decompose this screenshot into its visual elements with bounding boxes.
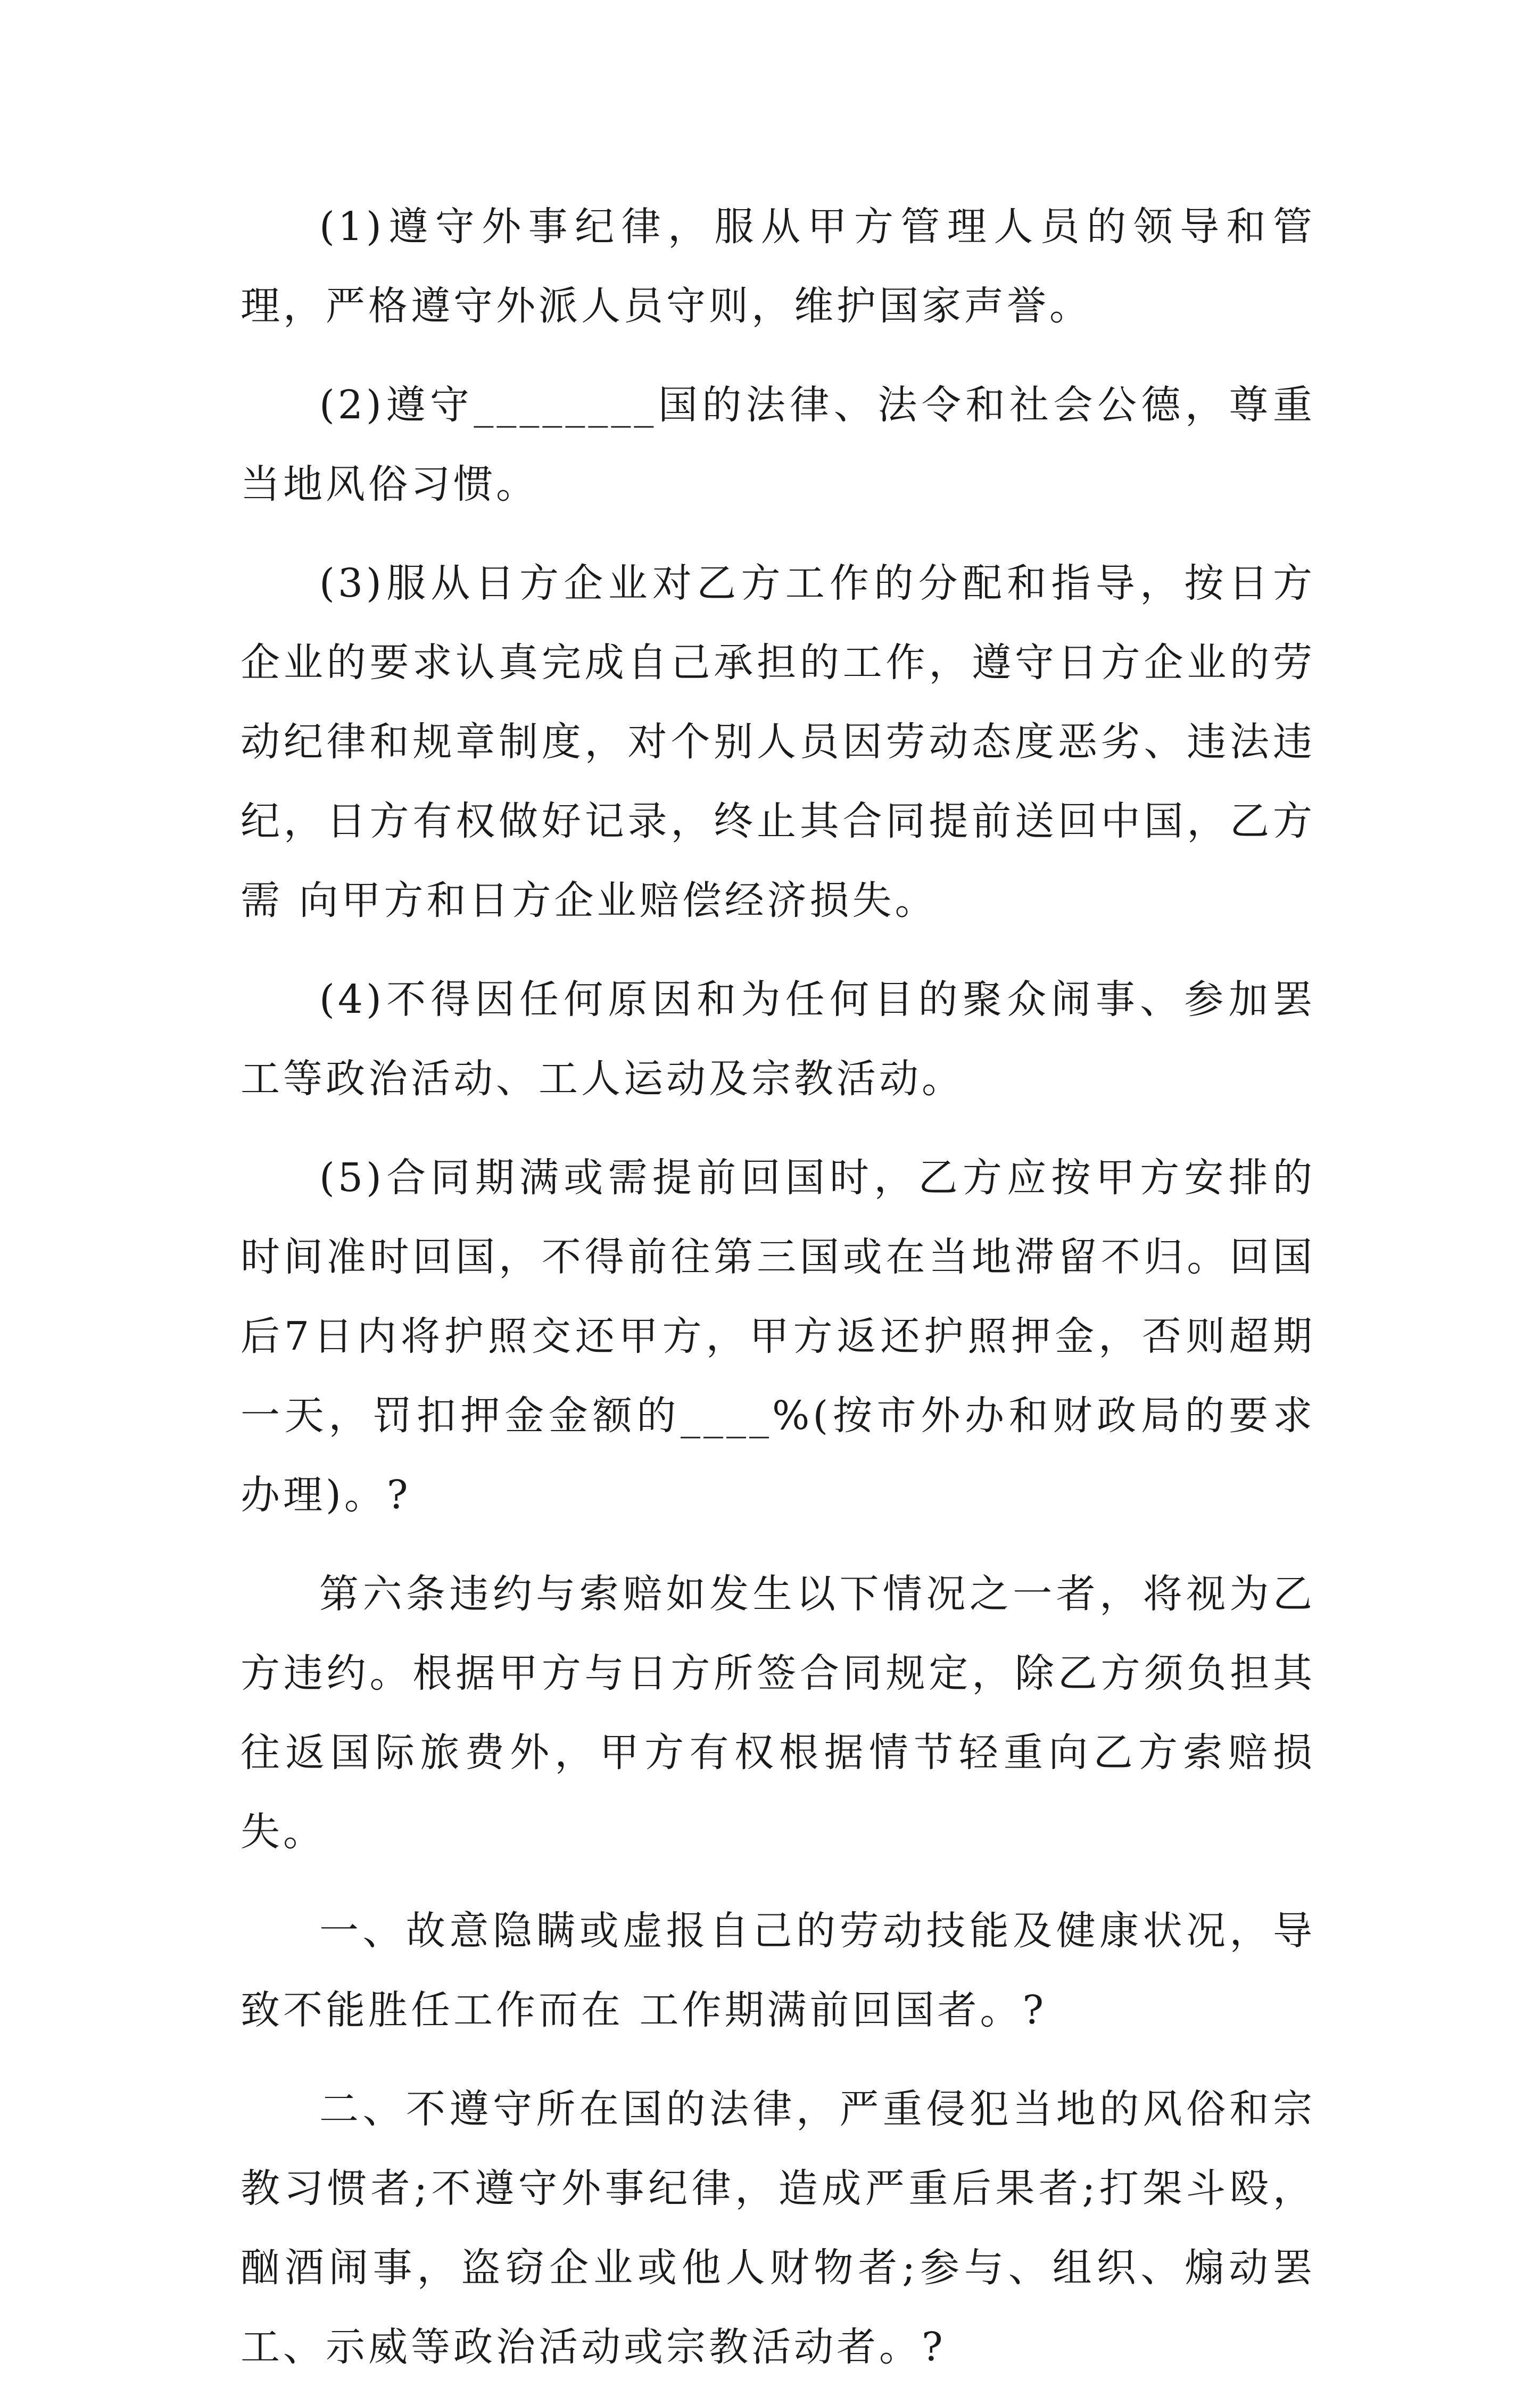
paragraph-3: (3)服从日方企业对乙方工作的分配和指导，按日方企业的要求认真完成自己承担的工作，遵守日方企业的劳动纪律和规章制度，对个别人员因劳动态度恶劣、违法违纪，日方有权做好记录，终止其合同提前送回中国，乙方需 向甲方和日方企业赔偿经济损失。: [241, 560, 1315, 923]
paragraph-7: 一、故意隐瞒或虚报自己的劳动技能及健康状况，导致不能胜任工作而在 工作期满前回国者。?: [241, 1908, 1315, 2033]
paragraph-4: (4)不得因任何原因和为任何目的聚众闹事、参加罢工等政治活动、工人运动及宗教活动。: [241, 977, 1315, 1102]
paragraph-8: 二、不遵守所在国的法律，严重侵犯当地的风俗和宗教习惯者;不遵守外事纪律，造成严重后果者;打架斗殴，酗酒闹事，盗窃企业或他人财物者;参与、组织、煽动罢工、示威等政治活动或宗教活动者。?: [241, 2086, 1315, 2370]
paragraph-5: (5)合同期满或需提前回国时，乙方应按甲方安排的时间准时回国，不得前往第三国或在当地滞留不归。回国后7日内将护照交还甲方，甲方返还护照押金，否则超期一天，罚扣押金金额的____%(按市外办和财政局的要求办理)。?: [241, 1155, 1315, 1518]
document-body: [241, 187, 1315, 2387]
paragraph-2: (2)遵守________国的法律、法令和社会公德，尊重当地风俗习惯。: [241, 382, 1315, 507]
paragraph-6: 第六条违约与索赔如发生以下情况之一者，将视为乙方违约。根据甲方与日方所签合同规定，除乙方须负担其往返国际旅费外，甲方有权根据情节轻重向乙方索赔损失。: [241, 1571, 1315, 1855]
paragraph-1: (1)遵守外事纪律，服从甲方管理人员的领导和管理，严格遵守外派人员守则，维护国家声誉。: [241, 204, 1315, 329]
